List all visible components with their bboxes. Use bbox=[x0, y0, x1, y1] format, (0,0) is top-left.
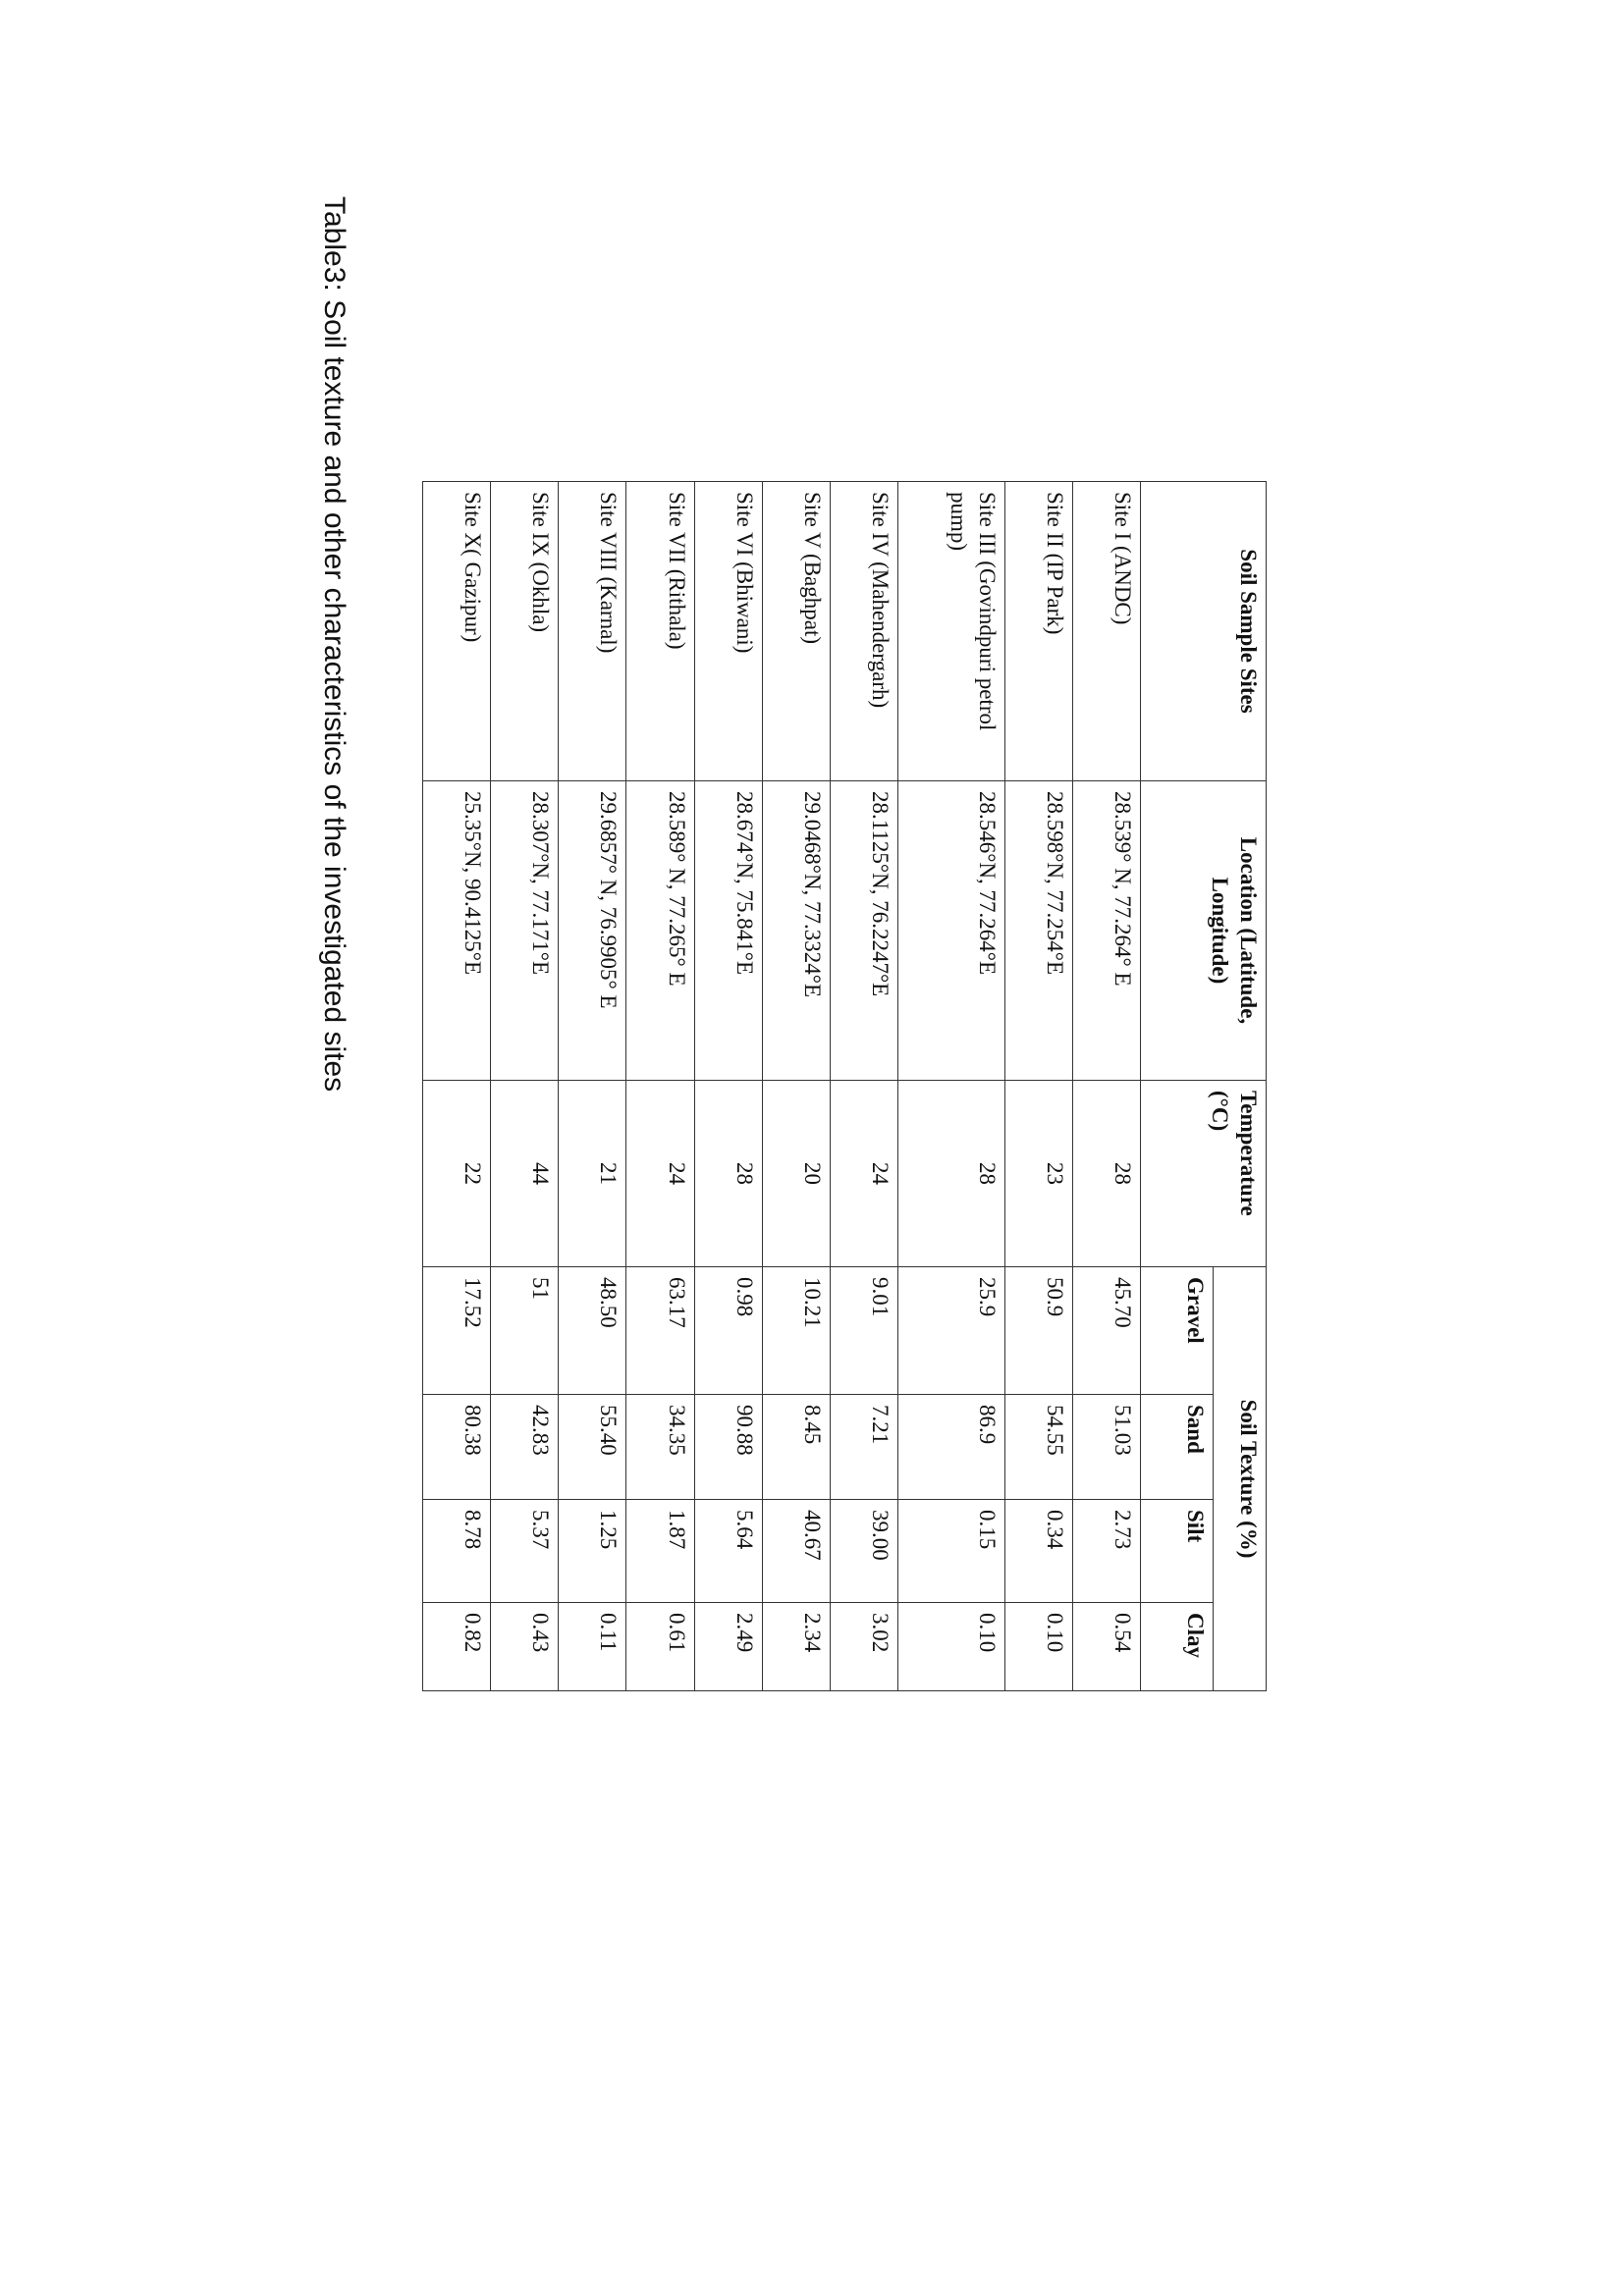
header-soil-texture: Soil Texture (%) bbox=[1214, 1267, 1267, 1691]
table-row bbox=[423, 482, 491, 1691]
cell-silt: 2.73 bbox=[1072, 1500, 1140, 1603]
cell-clay: 0.61 bbox=[626, 1603, 694, 1691]
cell-silt: 0.34 bbox=[1004, 1500, 1072, 1603]
table-row bbox=[762, 482, 830, 1691]
cell-temperature: 20 bbox=[762, 1081, 830, 1267]
header-sand: Sand bbox=[1141, 1395, 1214, 1500]
cell-gravel: 25.9 bbox=[897, 1267, 1004, 1395]
table-row bbox=[1072, 482, 1140, 1691]
cell-site: Site VI (Bhiwani) bbox=[694, 482, 762, 781]
cell-silt: 39.00 bbox=[830, 1500, 897, 1603]
cell-sand: 80.38 bbox=[423, 1395, 491, 1500]
header-gravel: Gravel bbox=[1141, 1267, 1214, 1395]
cell-gravel: 0.98 bbox=[694, 1267, 762, 1395]
cell-gravel: 48.50 bbox=[559, 1267, 626, 1395]
cell-sand: 42.83 bbox=[491, 1395, 559, 1500]
soil-table-container bbox=[422, 481, 1267, 1690]
cell-site: Site X( Gazipur) bbox=[423, 482, 491, 781]
cell-clay: 0.11 bbox=[559, 1603, 626, 1691]
cell-gravel: 10.21 bbox=[762, 1267, 830, 1395]
cell-silt: 1.87 bbox=[626, 1500, 694, 1603]
cell-clay: 3.02 bbox=[830, 1603, 897, 1691]
cell-silt: 0.15 bbox=[897, 1500, 1004, 1603]
cell-gravel: 51 bbox=[491, 1267, 559, 1395]
cell-location: 28.589° N, 77.265° E bbox=[626, 781, 694, 1081]
cell-location: 25.35°N, 90.4125°E bbox=[423, 781, 491, 1081]
cell-temperature: 21 bbox=[559, 1081, 626, 1267]
cell-sand: 34.35 bbox=[626, 1395, 694, 1500]
table-row bbox=[1004, 482, 1072, 1691]
cell-gravel: 17.52 bbox=[423, 1267, 491, 1395]
cell-site: Site VIII (Karnal) bbox=[559, 482, 626, 781]
table-row bbox=[559, 482, 626, 1691]
cell-location: 29.0468°N, 77.3324°E bbox=[762, 781, 830, 1081]
cell-site: Site V (Baghpat) bbox=[762, 482, 830, 781]
cell-clay: 0.82 bbox=[423, 1603, 491, 1691]
table-body bbox=[423, 482, 1141, 1691]
cell-temperature: 44 bbox=[491, 1081, 559, 1267]
cell-temperature: 24 bbox=[626, 1081, 694, 1267]
header-location: Location (Latitude, Longitude) bbox=[1141, 781, 1267, 1081]
cell-gravel: 9.01 bbox=[830, 1267, 897, 1395]
cell-clay: 2.34 bbox=[762, 1603, 830, 1691]
cell-location: 28.546°N, 77.264°E bbox=[897, 781, 1004, 1081]
cell-temperature: 22 bbox=[423, 1081, 491, 1267]
cell-site: Site II (IP Park) bbox=[1004, 482, 1072, 781]
cell-silt: 1.25 bbox=[559, 1500, 626, 1603]
table-row bbox=[830, 482, 897, 1691]
cell-sand: 55.40 bbox=[559, 1395, 626, 1500]
cell-location: 28.674°N, 75.841°E bbox=[694, 781, 762, 1081]
cell-sand: 90.88 bbox=[694, 1395, 762, 1500]
cell-temperature: 28 bbox=[897, 1081, 1004, 1267]
cell-silt: 5.37 bbox=[491, 1500, 559, 1603]
table-row bbox=[694, 482, 762, 1691]
cell-location: 29.6857° N, 76.9905° E bbox=[559, 781, 626, 1081]
cell-silt: 40.67 bbox=[762, 1500, 830, 1603]
cell-site: Site III (Govindpuri petrol pump) bbox=[897, 482, 1004, 781]
header-silt: Silt bbox=[1141, 1500, 1214, 1603]
cell-clay: 0.43 bbox=[491, 1603, 559, 1691]
cell-gravel: 50.9 bbox=[1004, 1267, 1072, 1395]
cell-temperature: 24 bbox=[830, 1081, 897, 1267]
cell-site: Site IV (Mahendergarh) bbox=[830, 482, 897, 781]
table-header bbox=[1141, 482, 1267, 1691]
cell-sand: 86.9 bbox=[897, 1395, 1004, 1500]
cell-clay: 0.54 bbox=[1072, 1603, 1140, 1691]
cell-location: 28.1125°N, 76.2247°E bbox=[830, 781, 897, 1081]
cell-location: 28.307°N, 77.171°E bbox=[491, 781, 559, 1081]
header-soil-sample-sites: Soil Sample Sites bbox=[1141, 482, 1267, 781]
cell-temperature: 23 bbox=[1004, 1081, 1072, 1267]
cell-sand: 7.21 bbox=[830, 1395, 897, 1500]
cell-silt: 8.78 bbox=[423, 1500, 491, 1603]
header-temperature: Temperature (°C) bbox=[1141, 1081, 1267, 1267]
cell-location: 28.598°N, 77.254°E bbox=[1004, 781, 1072, 1081]
cell-gravel: 45.70 bbox=[1072, 1267, 1140, 1395]
cell-clay: 2.49 bbox=[694, 1603, 762, 1691]
cell-sand: 54.55 bbox=[1004, 1395, 1072, 1500]
cell-temperature: 28 bbox=[1072, 1081, 1140, 1267]
cell-location: 28.539° N, 77.264° E bbox=[1072, 781, 1140, 1081]
cell-silt: 5.64 bbox=[694, 1500, 762, 1603]
cell-sand: 8.45 bbox=[762, 1395, 830, 1500]
cell-sand: 51.03 bbox=[1072, 1395, 1140, 1500]
cell-site: Site VII (Rithala) bbox=[626, 482, 694, 781]
cell-gravel: 63.17 bbox=[626, 1267, 694, 1395]
header-row-1 bbox=[1214, 482, 1267, 1691]
soil-characteristics-table bbox=[422, 481, 1267, 1691]
table-row bbox=[491, 482, 559, 1691]
table-row bbox=[626, 482, 694, 1691]
cell-site: Site IX (Okhla) bbox=[491, 482, 559, 781]
cell-clay: 0.10 bbox=[1004, 1603, 1072, 1691]
header-clay: Clay bbox=[1141, 1603, 1214, 1691]
cell-clay: 0.10 bbox=[897, 1603, 1004, 1691]
table-caption: Table3: Soil texture and other characteristics of the investigated sites bbox=[318, 196, 351, 1093]
table-row bbox=[897, 482, 1004, 1691]
cell-temperature: 28 bbox=[694, 1081, 762, 1267]
cell-site: Site I (ANDC) bbox=[1072, 482, 1140, 781]
